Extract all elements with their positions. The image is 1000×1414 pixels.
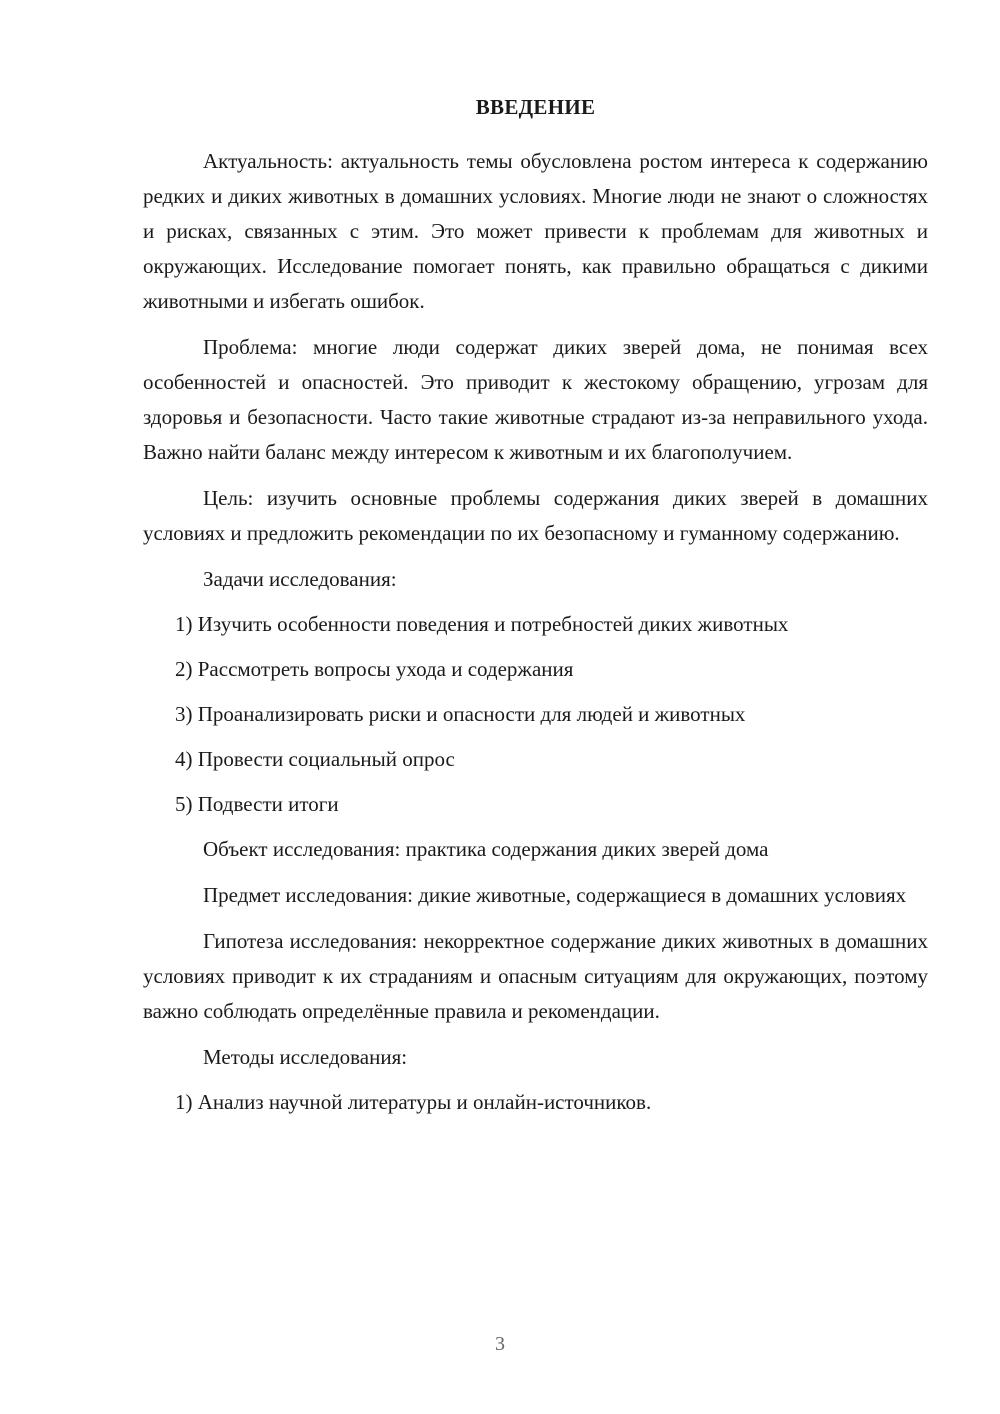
- list-item: 1) Изучить особенности поведения и потребностей диких животных: [175, 612, 789, 636]
- list-item: 4) Провести социальный опрос: [175, 747, 455, 771]
- problem-paragraph: Проблема: многие люди содержат диких зверей дома, не понимая всех особенностей и опасностей. Это приводит к жестокому обращению, угрозам для здоровья и безопасности. Часто такие животные страдают из-за неправильного ухода. Важно найти баланс между интересом к животным и их благополучием.: [143, 335, 928, 464]
- methods-label: Методы исследования:: [203, 1045, 408, 1069]
- hypothesis-paragraph: Гипотеза исследования: некорректное содержание диких животных в домашних условиях приводит к их страданиям и опасным ситуациям для окружающих, поэтому важно соблюдать определённые правила и рекомендации.: [143, 929, 928, 1023]
- page-number: 3: [495, 1333, 505, 1355]
- list-item: 3) Проанализировать риски и опасности для людей и животных: [175, 702, 746, 726]
- list-item: 5) Подвести итоги: [175, 792, 339, 816]
- document-page: [143, 95, 928, 1130]
- subject-paragraph: Предмет исследования: дикие животные, содержащиеся в домашних условиях: [203, 883, 907, 907]
- goal-paragraph: Цель: изучить основные проблемы содержания диких зверей в домашних условиях и предложить рекомендации по их безопасному и гуманному содержанию.: [143, 486, 928, 545]
- list-item: 1) Анализ научной литературы и онлайн-источников.: [175, 1090, 652, 1114]
- section-heading: ВВЕДЕНИЕ: [475, 95, 596, 119]
- methods-list: [143, 1085, 928, 1120]
- tasks-list: [143, 607, 928, 822]
- object-paragraph: Объект исследования: практика содержания диких зверей дома: [203, 837, 769, 861]
- list-item: 2) Рассмотреть вопросы ухода и содержания: [175, 657, 574, 681]
- tasks-label: Задачи исследования:: [203, 567, 397, 591]
- relevance-paragraph: Актуальность: актуальность темы обусловлена ростом интереса к содержанию редких и диких животных в домашних условиях. Многие люди не знают о сложностях и рисках, связанных с этим. Это может привести к проблемам для животных и окружающих. Исследование помогает понять, как правильно обращаться с дикими животными и избегать ошибок.: [143, 149, 928, 313]
